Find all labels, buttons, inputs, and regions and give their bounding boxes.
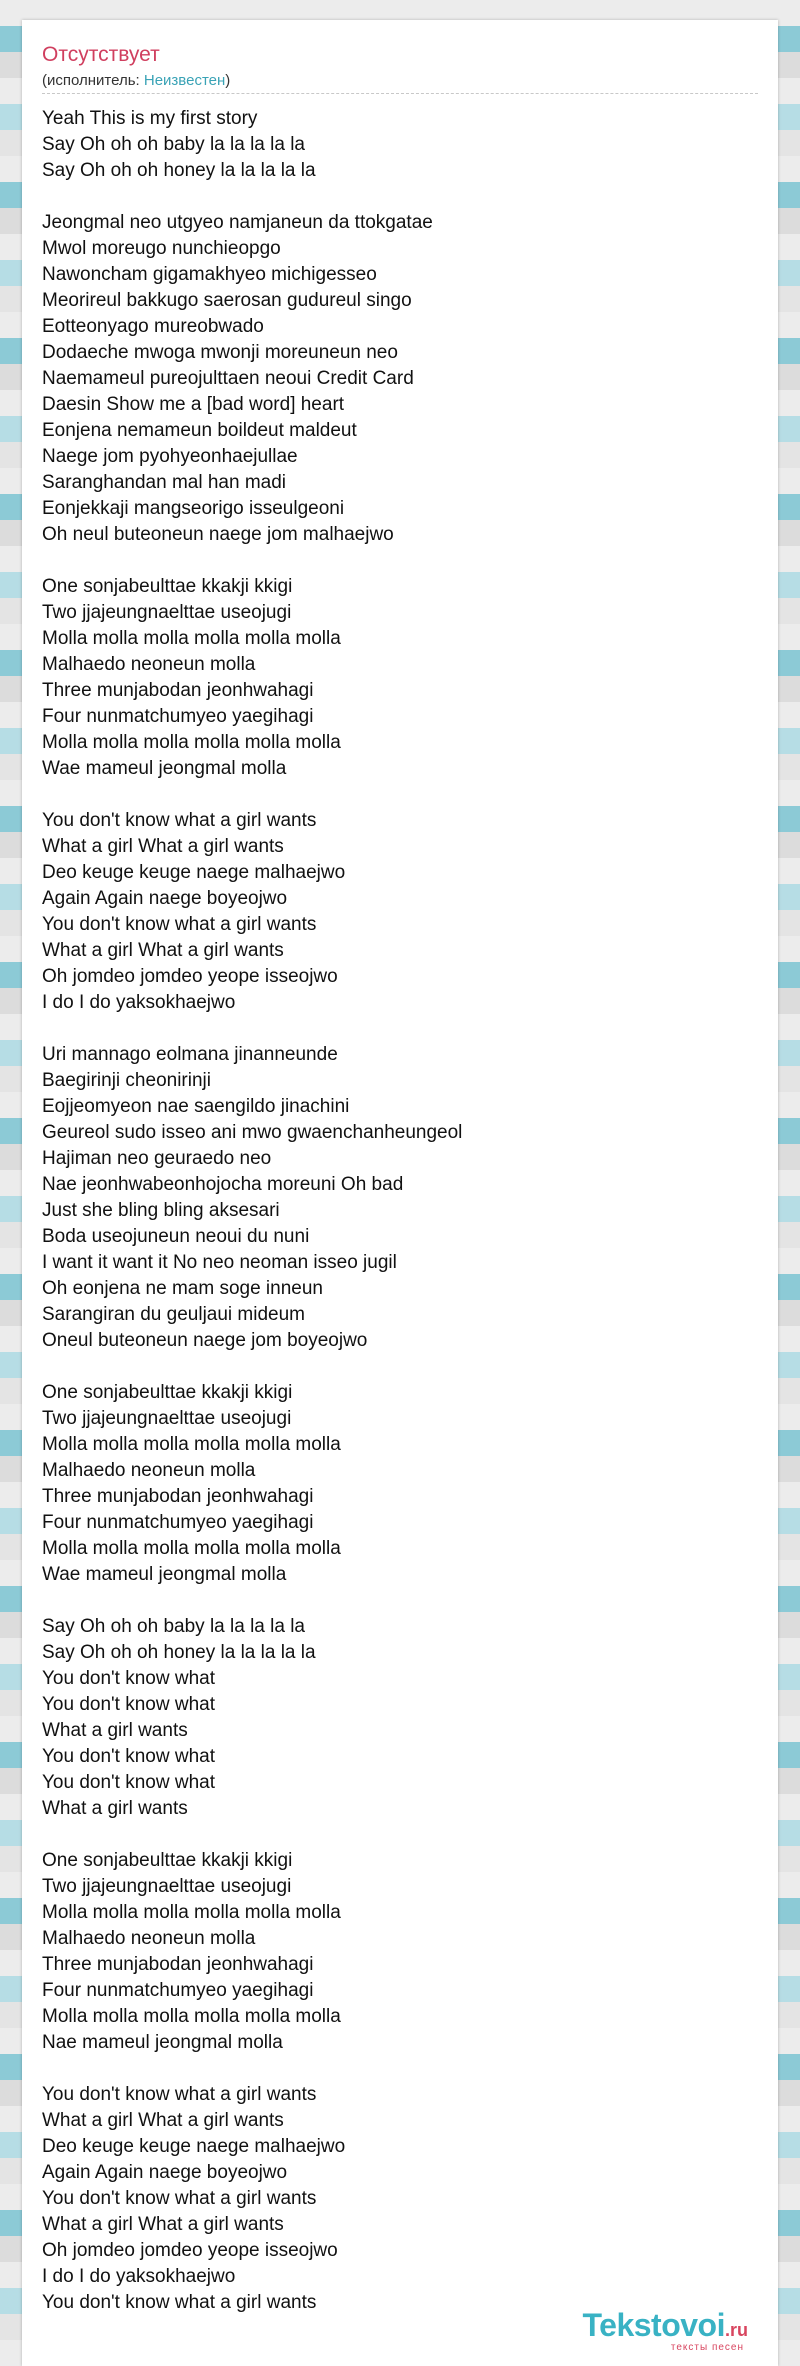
lyric-line: Meorireul bakkugo saerosan gudureul singo [42, 290, 412, 311]
stanza-gap [42, 548, 758, 574]
lyric-line: Say Oh oh oh honey la la la la la [42, 160, 316, 181]
logo-wordmark: Tekstovoi [582, 2307, 725, 2343]
lyric-line: Eotteonyago mureobwado [42, 316, 264, 337]
lyric-line: Molla molla molla molla molla molla [42, 2006, 341, 2027]
lyric-line: Wae mameul jeongmal molla [42, 1564, 287, 1585]
lyric-line: Oneul buteoneun naege jom boyeojwo [42, 1330, 368, 1351]
lyric-line: What a girl wants [42, 1720, 188, 1741]
lyric-line: I want it want it No neo neoman isseo jugil [42, 1252, 397, 1273]
lyric-line: Nawoncham gigamakhyeo michigesseo [42, 264, 377, 285]
lyric-line: Two jjajeungnaelttae useojugi [42, 1408, 292, 1429]
lyric-line: Oh neul buteoneun naege jom malhaejwo [42, 524, 394, 545]
lyric-line: Eonjekkaji mangseorigo isseulgeoni [42, 498, 345, 519]
lyric-line: Naege jom pyohyeonhaejullae [42, 446, 298, 467]
lyric-line: Saranghandan mal han madi [42, 472, 287, 493]
lyric-line: Say Oh oh oh baby la la la la la [42, 1616, 306, 1637]
lyric-line: Four nunmatchumyeo yaegihagi [42, 1512, 314, 1533]
lyric-line: Malhaedo neoneun molla [42, 1928, 256, 1949]
lyric-line: Three munjabodan jeonhwahagi [42, 1486, 314, 1507]
lyric-line: I do I do yaksokhaejwo [42, 2266, 236, 2287]
lyric-line: Two jjajeungnaelttae useojugi [42, 602, 292, 623]
lyric-line: You don't know what [42, 1668, 215, 1689]
lyric-line: Four nunmatchumyeo yaegihagi [42, 706, 314, 727]
lyric-line: One sonjabeulttae kkakji kkigi [42, 576, 293, 597]
lyric-line: Molla molla molla molla molla molla [42, 628, 341, 649]
lyric-line: Two jjajeungnaelttae useojugi [42, 1876, 292, 1897]
lyric-line: Three munjabodan jeonhwahagi [42, 1954, 314, 1975]
lyric-line: Naemameul pureojulttaen neoui Credit Card [42, 368, 414, 389]
lyric-line: Oh eonjena ne mam soge inneun [42, 1278, 323, 1299]
lyric-line: You don't know what [42, 1694, 215, 1715]
lyrics-text [42, 106, 758, 2316]
lyric-line: Hajiman neo geuraedo neo [42, 1148, 272, 1169]
lyric-line: Say Oh oh oh honey la la la la la [42, 1642, 316, 1663]
lyric-line: What a girl What a girl wants [42, 940, 284, 961]
lyric-line: What a girl What a girl wants [42, 2214, 284, 2235]
lyric-line: Deo keuge keuge naege malhaejwo [42, 2136, 346, 2157]
stanza-gap [42, 1354, 758, 1380]
lyric-line: Daesin Show me a [bad word] heart [42, 394, 345, 415]
stanza-gap [42, 184, 758, 210]
lyric-line: I do I do yaksokhaejwo [42, 992, 236, 1013]
lyric-line: Just she bling bling aksesari [42, 1200, 280, 1221]
logo-tagline: тексты песен [670, 2342, 744, 2353]
lyric-line: Molla molla molla molla molla molla [42, 1434, 341, 1455]
lyric-line: You don't know what a girl wants [42, 810, 317, 831]
lyric-line: Again Again naege boyeojwo [42, 888, 288, 909]
lyric-line: Again Again naege boyeojwo [42, 2162, 288, 2183]
lyric-line: Three munjabodan jeonhwahagi [42, 680, 314, 701]
song-title: Отсутствует [42, 43, 160, 66]
lyrics-card [22, 20, 778, 2366]
artist-suffix: ) [225, 72, 231, 89]
lyric-line: You don't know what a girl wants [42, 2292, 317, 2313]
lyric-line: One sonjabeulttae kkakji kkigi [42, 1850, 293, 1871]
lyric-line: Jeongmal neo utgyeo namjaneun da ttokgatae [42, 212, 433, 233]
lyric-line: What a girl What a girl wants [42, 836, 284, 857]
lyric-line: You don't know what [42, 1746, 215, 1767]
logo-domain: .ru [724, 2320, 748, 2340]
lyric-line: Wae mameul jeongmal molla [42, 758, 287, 779]
lyric-line: Malhaedo neoneun molla [42, 654, 256, 675]
artist-prefix: (исполнитель: [42, 72, 144, 89]
lyric-line: Molla molla molla molla molla molla [42, 1902, 341, 1923]
stanza-gap [42, 1588, 758, 1614]
lyric-line: Oh jomdeo jomdeo yeope isseojwo [42, 966, 338, 987]
lyric-line: Eonjena nemameun boildeut maldeut [42, 420, 357, 441]
stanza-gap [42, 2056, 758, 2082]
lyric-line: What a girl wants [42, 1798, 188, 1819]
lyric-line: What a girl What a girl wants [42, 2110, 284, 2131]
artist-line [42, 72, 230, 90]
lyric-line: Mwol moreugo nunchieopgo [42, 238, 281, 259]
stanza-gap [42, 1016, 758, 1042]
lyric-line: Yeah This is my first story [42, 108, 258, 129]
lyric-line: Baegirinji cheonirinji [42, 1070, 211, 1091]
lyric-line: Oh jomdeo jomdeo yeope isseojwo [42, 2240, 338, 2261]
lyric-line: Say Oh oh oh baby la la la la la [42, 134, 306, 155]
lyric-line: Deo keuge keuge naege malhaejwo [42, 862, 346, 883]
lyric-line: You don't know what a girl wants [42, 2084, 317, 2105]
lyric-line: Sarangiran du geuljaui mideum [42, 1304, 305, 1325]
lyric-line: Dodaeche mwoga mwonji moreuneun neo [42, 342, 398, 363]
lyric-line: One sonjabeulttae kkakji kkigi [42, 1382, 293, 1403]
lyric-line: Nae mameul jeongmal molla [42, 2032, 283, 2053]
lyric-line: You don't know what [42, 1772, 215, 1793]
lyric-line: Molla molla molla molla molla molla [42, 1538, 341, 1559]
site-logo[interactable] [582, 2308, 748, 2354]
lyric-line: Geureol sudo isseo ani mwo gwaenchanheungeol [42, 1122, 463, 1143]
stanza-gap [42, 782, 758, 808]
artist-link[interactable]: Неизвестен [143, 72, 226, 89]
lyric-line: Boda useojuneun neoui du nuni [42, 1226, 310, 1247]
title-divider [42, 93, 758, 94]
lyric-line: You don't know what a girl wants [42, 2188, 317, 2209]
lyric-line: Malhaedo neoneun molla [42, 1460, 256, 1481]
lyric-line: Uri mannago eolmana jinanneunde [42, 1044, 338, 1065]
lyric-line: Nae jeonhwabeonhojocha moreuni Oh bad [42, 1174, 404, 1195]
lyric-line: Eojjeomyeon nae saengildo jinachini [42, 1096, 350, 1117]
lyric-line: Molla molla molla molla molla molla [42, 732, 341, 753]
stanza-gap [42, 1822, 758, 1848]
lyric-line: Four nunmatchumyeo yaegihagi [42, 1980, 314, 2001]
lyric-line: You don't know what a girl wants [42, 914, 317, 935]
